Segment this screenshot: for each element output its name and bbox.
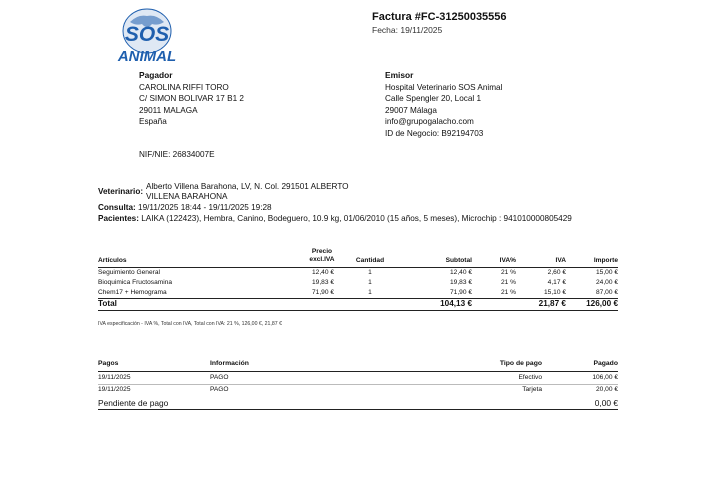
- row-vat-pct: 21 %: [500, 279, 516, 286]
- patient-line: [98, 214, 572, 223]
- total-vat: 21,87 €: [538, 299, 566, 308]
- total-subtotal: 104,13 €: [440, 299, 472, 308]
- articles-body: [98, 268, 618, 298]
- articles-header: [98, 249, 618, 268]
- issuer-name: Hospital Veterinario SOS Animal: [385, 82, 503, 92]
- consultation-label: Consulta:: [98, 203, 136, 212]
- col-qty: Cantidad: [355, 257, 385, 264]
- logo: [108, 6, 186, 64]
- issuer-street: Calle Spengler 20, Local 1: [385, 94, 482, 104]
- vet-label: Veterinario:: [98, 187, 144, 196]
- invoice-date: Fecha: 19/11/2025: [372, 25, 443, 35]
- col-price: [298, 248, 346, 264]
- payer-nif: NIF/NIE: 26834007E: [139, 150, 215, 159]
- row-price: 19,83 €: [312, 279, 334, 286]
- row-amount: 24,00 €: [596, 279, 618, 286]
- col-amount: Importe: [593, 257, 618, 264]
- col-payment-type: Tipo de pago: [499, 360, 542, 367]
- total-row: [98, 298, 618, 311]
- payer-city: 29011 MALAGA: [139, 105, 198, 115]
- col-price-line2: excl.IVA: [309, 256, 335, 263]
- payment-date: 19/11/2025: [98, 386, 131, 393]
- row-qty: 1: [368, 279, 372, 286]
- payment-info: PAGO: [210, 374, 229, 381]
- row-vat: 2,60 €: [547, 269, 566, 276]
- logo-bottom-text: ANIMAL: [117, 48, 177, 64]
- payment-paid: 106,00 €: [592, 374, 618, 381]
- table-row: [98, 373, 618, 385]
- payment-type: Efectivo: [518, 374, 542, 381]
- issuer-block: [385, 70, 502, 140]
- col-subtotal: Subtotal: [445, 257, 472, 264]
- payment-date: 19/11/2025: [98, 374, 131, 381]
- payer-name: CAROLINA RIFFI TORO: [139, 82, 229, 92]
- col-payments: Pagos: [98, 360, 119, 367]
- row-vat-pct: 21 %: [500, 289, 516, 296]
- payer-block: [139, 70, 244, 128]
- table-row: [98, 278, 618, 288]
- row-vat: 15,10 €: [544, 289, 566, 296]
- col-price-line1: Precio: [311, 248, 333, 255]
- total-amount: 126,00 €: [586, 299, 618, 308]
- payer-street: C/ SIMON BOLIVAR 17 B1 2: [139, 94, 244, 104]
- table-row: [98, 268, 618, 278]
- col-info: Información: [210, 360, 249, 367]
- col-item: Artículos: [98, 257, 127, 264]
- issuer-email: info@grupogalacho.com: [385, 117, 474, 127]
- row-price: 71,90 €: [312, 289, 334, 296]
- vet-text: Alberto Villena Barahona, LV, N. Col. 291501 ALBERTO VILLENA BARAHONA: [146, 182, 349, 201]
- issuer-business-id: ID de Negocio: B92194703: [385, 128, 484, 138]
- issuer-heading: Emisor: [385, 70, 414, 80]
- payer-country: España: [139, 117, 167, 127]
- row-subtotal: 19,83 €: [450, 279, 472, 286]
- row-vat-pct: 21 %: [500, 269, 516, 276]
- issuer-city: 29007 Málaga: [385, 105, 437, 115]
- table-row: [98, 385, 618, 396]
- row-subtotal: 12,40 €: [450, 269, 472, 276]
- pending-value: 0,00 €: [594, 398, 618, 408]
- row-amount: 87,00 €: [596, 289, 618, 296]
- payment-type: Tarjeta: [522, 386, 542, 393]
- payer-heading: Pagador: [139, 70, 173, 80]
- total-label: Total: [98, 299, 117, 308]
- col-vat: IVA: [555, 257, 566, 264]
- consultation-line: [98, 203, 272, 212]
- col-paid: Pagado: [593, 360, 618, 367]
- table-row: [98, 288, 618, 298]
- consultation-text: 19/11/2025 18:44 - 19/11/2025 19:28: [138, 203, 272, 212]
- payment-paid: 20,00 €: [596, 386, 618, 393]
- row-qty: 1: [368, 289, 372, 296]
- patient-text: LAIKA (122423), Hembra, Canino, Bodeguero, 10.9 kg, 01/06/2010 (15 años, 5 meses), Microchip : 941010000805429: [141, 214, 572, 223]
- payments-body: [98, 373, 618, 397]
- row-item: Chem17 + Hemograma: [98, 289, 167, 296]
- row-vat: 4,17 €: [547, 279, 566, 286]
- row-qty: 1: [368, 269, 372, 276]
- col-vat-pct: IVA%: [499, 257, 516, 264]
- logo-top-text: SOS: [124, 23, 170, 46]
- row-amount: 15,00 €: [596, 269, 618, 276]
- row-price: 12,40 €: [312, 269, 334, 276]
- pending-label: Pendiente de pago: [98, 398, 169, 408]
- payment-info: PAGO: [210, 386, 229, 393]
- vat-footnote: IVA especificación - IVA %, Total con IVA, Total con IVA: 21 %, 126,00 €, 21,87 €: [98, 321, 282, 327]
- invoice-title: Factura #FC-31250035556: [372, 11, 507, 23]
- row-subtotal: 71,90 €: [450, 289, 472, 296]
- row-item: Seguimiento General: [98, 269, 160, 276]
- patient-label: Pacientes:: [98, 214, 139, 223]
- pending-row: [98, 397, 618, 410]
- row-item: Bioquimica Fructosamina: [98, 279, 173, 286]
- payments-header: [98, 359, 618, 372]
